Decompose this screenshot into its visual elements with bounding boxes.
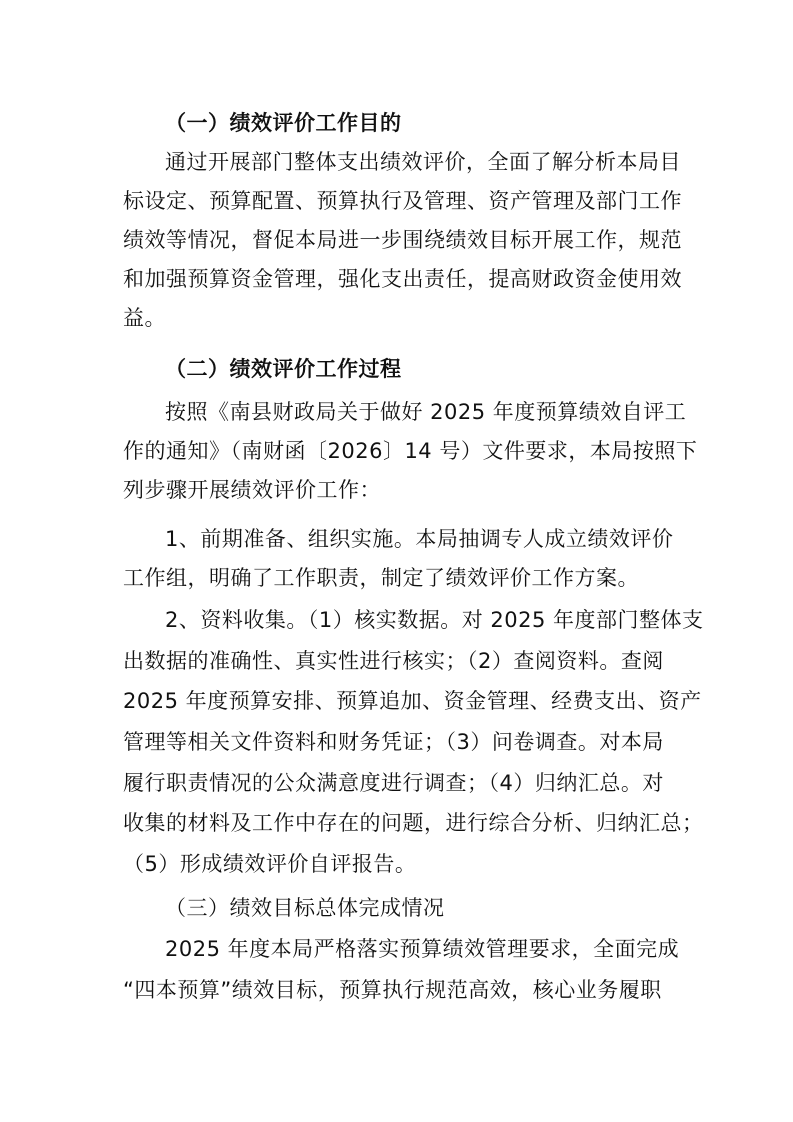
- paragraph-line: 标设定、预算配置、预算执行及管理、资产管理及部门工作: [123, 189, 682, 213]
- paragraph-line: 管理等相关文件资料和财务凭证；（3）问卷调查。对本局: [123, 730, 664, 754]
- paragraph-line: 履行职责情况的公众满意度进行调查；（4）归纳汇总。对: [123, 771, 664, 795]
- paragraph-line: 2025 年度本局严格落实预算绩效管理要求，全面完成: [165, 937, 680, 961]
- paragraph-line: 2、资料收集。（1）核实数据。对 2025 年度部门整体支: [165, 608, 704, 632]
- paragraph-line: 通过开展部门整体支出绩效评价，全面了解分析本局目: [165, 150, 681, 174]
- paragraph-line: 作的通知》（南财函〔2026〕14 号）文件要求，本局按照下: [123, 439, 698, 463]
- paragraph-line: “四本预算”绩效目标，预算执行规范高效，核心业务履职: [123, 978, 662, 1002]
- paragraph-line: 出数据的准确性、真实性进行核实；（2）查阅资料。查阅: [123, 649, 664, 673]
- paragraph-line: 工作组，明确了工作职责，制定了绩效评价工作方案。: [123, 566, 639, 590]
- paragraph-line: 列步骤开展绩效评价工作：: [123, 478, 381, 502]
- paragraph-line: 绩效等情况，督促本局进一步围绕绩效目标开展工作，规范: [123, 228, 682, 252]
- paragraph-line: 按照《南县财政局关于做好 2025 年度预算绩效自评工: [165, 400, 687, 424]
- paragraph-line: 1、前期准备、组织实施。本局抽调专人成立绩效评价: [165, 527, 674, 551]
- paragraph-line: （5）形成绩效评价自评报告。: [123, 852, 417, 876]
- section-heading-3: （三）绩效目标总体完成情况: [165, 896, 445, 920]
- paragraph-line: 和加强预算资金管理，强化支出责任，提高财政资金使用效: [123, 267, 682, 291]
- paragraph-line: 2025 年度预算安排、预算追加、资金管理、经费支出、资产: [123, 689, 702, 713]
- section-heading-1: （一）绩效评价工作目的: [165, 111, 402, 135]
- paragraph-line: 益。: [123, 306, 166, 330]
- paragraph-line: 收集的材料及工作中存在的问题，进行综合分析、归纳汇总；: [123, 811, 704, 835]
- section-heading-2: （二）绩效评价工作过程: [165, 357, 402, 381]
